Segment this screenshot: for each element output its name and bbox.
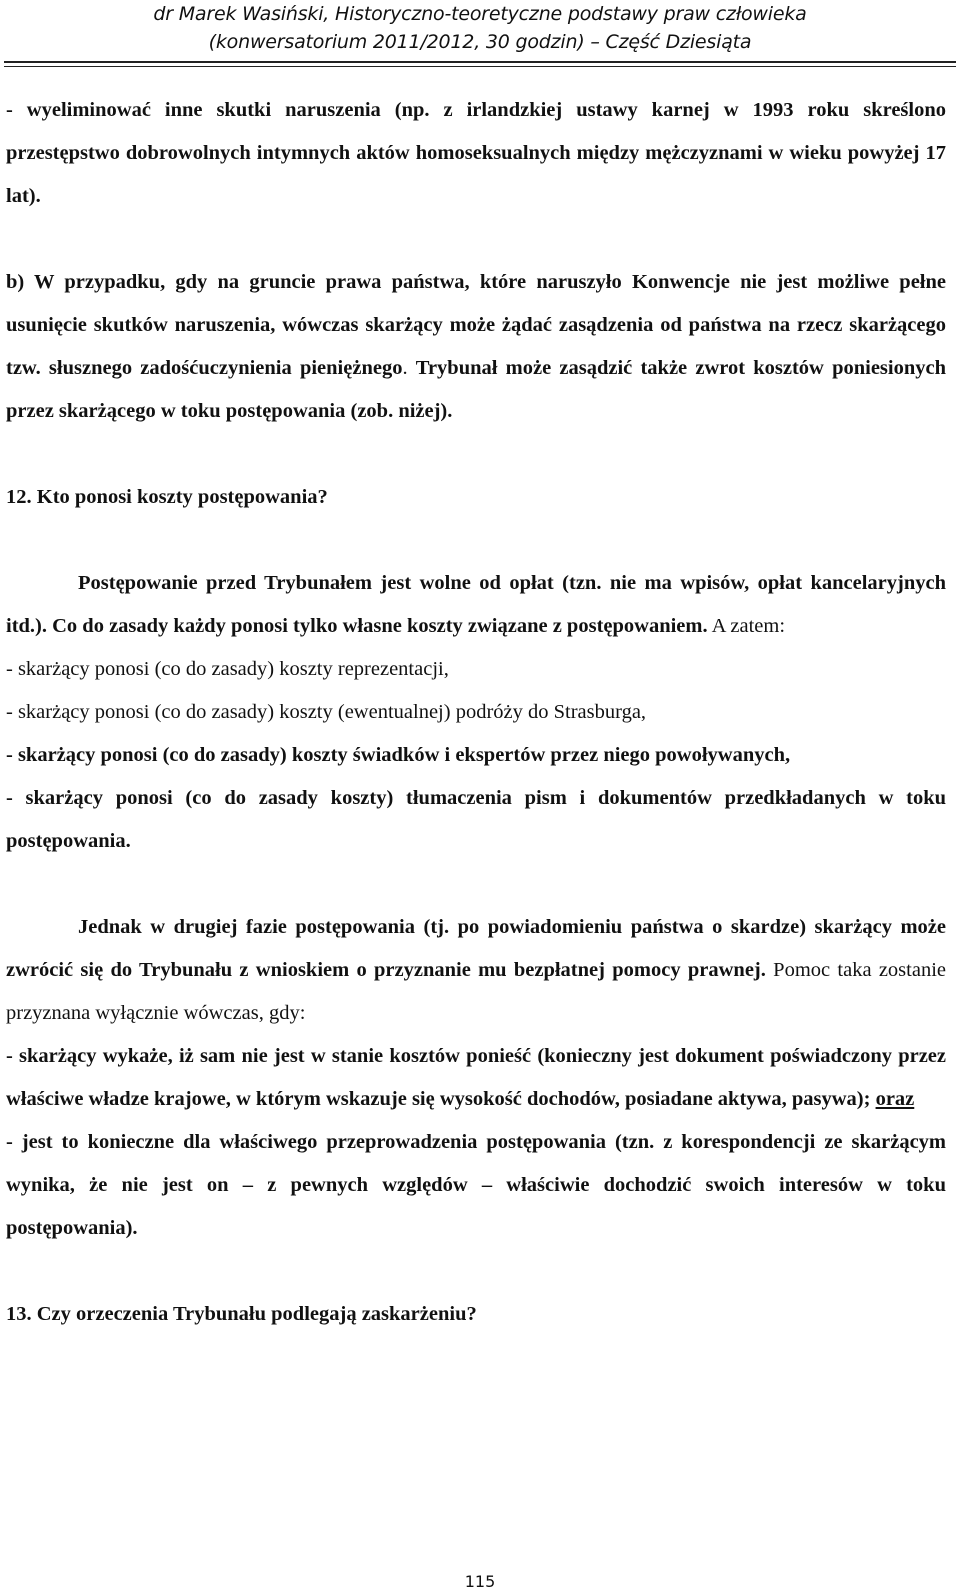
heading-13: 13. Czy orzeczenia Trybunału podlegają zaskarżeniu? — [6, 1303, 477, 1325]
paragraph-b-dot: . — [402, 357, 416, 379]
paragraph-legal-aid-tail: Pomoc taka zostanie przyznana wyłącznie wówczas, gdy: — [6, 959, 946, 1024]
paragraph-legal-aid-bold: Jednak w drugiej fazie postępowania (tj. po powiadomieniu państwa o skardze) skarżący może zwrócić się do Trybunału z wnioskiem o przyznanie mu bezpłatnej pomocy prawnej. — [6, 916, 946, 981]
page-number: 115 — [464, 1572, 496, 1591]
paragraph-b-bold: b) W przypadku, gdy na gruncie prawa państwa, które naruszyło Konwencje nie jest możliwe pełne usunięcie skutków naruszenia, wówczas skarżący może żądać zasądzenia od państwa na rzecz skarżącego tzw. słusznego zadośćuczynienia pieniężnego — [6, 271, 946, 379]
header-rule-thin — [4, 66, 956, 67]
list-item-travel: - skarżący ponosi (co do zasady) koszty (ewentualnej) podróży do Strasburga, — [6, 701, 647, 723]
header-line-2: (konwersatorium 2011/2012, 30 godzin) – Część Dziesiąta — [208, 31, 752, 53]
list-item-representation: - skarżący ponosi (co do zasady) koszty reprezentacji, — [6, 658, 449, 680]
list-item-necessity: - jest to konieczne dla właściwego przeprowadzenia postępowania (tzn. z korespondencji ze skarżącym wynika, że nie jest on – z pewnych względów – właściwie dochodzić swoich interesów w toku postępowania). — [6, 1131, 946, 1239]
paragraph-b — [6, 261, 946, 433]
document-body — [6, 89, 946, 1336]
list-item-means — [6, 1035, 946, 1121]
paragraph-legal-aid — [6, 906, 946, 1035]
paragraph-effects: - wyeliminować inne skutki naruszenia (np. z irlandzkiej ustawy karnej w 1993 roku skreślono przestępstwo dobrowolnych intymnych aktów homoseksualnych między mężczyznami w wieku powyżej 17 lat). — [6, 99, 946, 207]
paragraph-b-tribunal: Trybunał może zasądzić także zwrot kosztów poniesionych przez skarżącego w toku postępowania (zob. niżej). — [6, 357, 946, 422]
paragraph-costs-tail: A zatem: — [707, 615, 786, 637]
paragraph-costs — [6, 562, 946, 648]
list-item-translation: - skarżący ponosi (co do zasady koszty) tłumaczenia pism i dokumentów przedkładanych w toku postępowania. — [6, 787, 946, 852]
heading-12: 12. Kto ponosi koszty postępowania? — [6, 486, 328, 508]
paragraph-costs-bold: Postępowanie przed Trybunałem jest wolne od opłat (tzn. nie ma wpisów, opłat kancelaryjnych itd.). Co do zasady każdy ponosi tylko własne koszty związane z postępowaniem. — [6, 572, 946, 637]
list-item-means-text: - skarżący wykaże, iż sam nie jest w stanie kosztów ponieść (konieczny jest dokument poświadczony przez właściwe władze krajowe, w którym wskazuje się wysokość dochodów, posiadane aktywa, pasywa); — [6, 1045, 946, 1110]
list-item-means-oraz: oraz — [875, 1088, 915, 1110]
header-line-1: dr Marek Wasiński, Historyczno-teoretyczne podstawy praw człowieka — [153, 3, 807, 25]
list-item-witnesses: - skarżący ponosi (co do zasady) koszty świadków i ekspertów przez niego powoływanych, — [6, 744, 791, 766]
header-rule-thick — [4, 61, 956, 63]
